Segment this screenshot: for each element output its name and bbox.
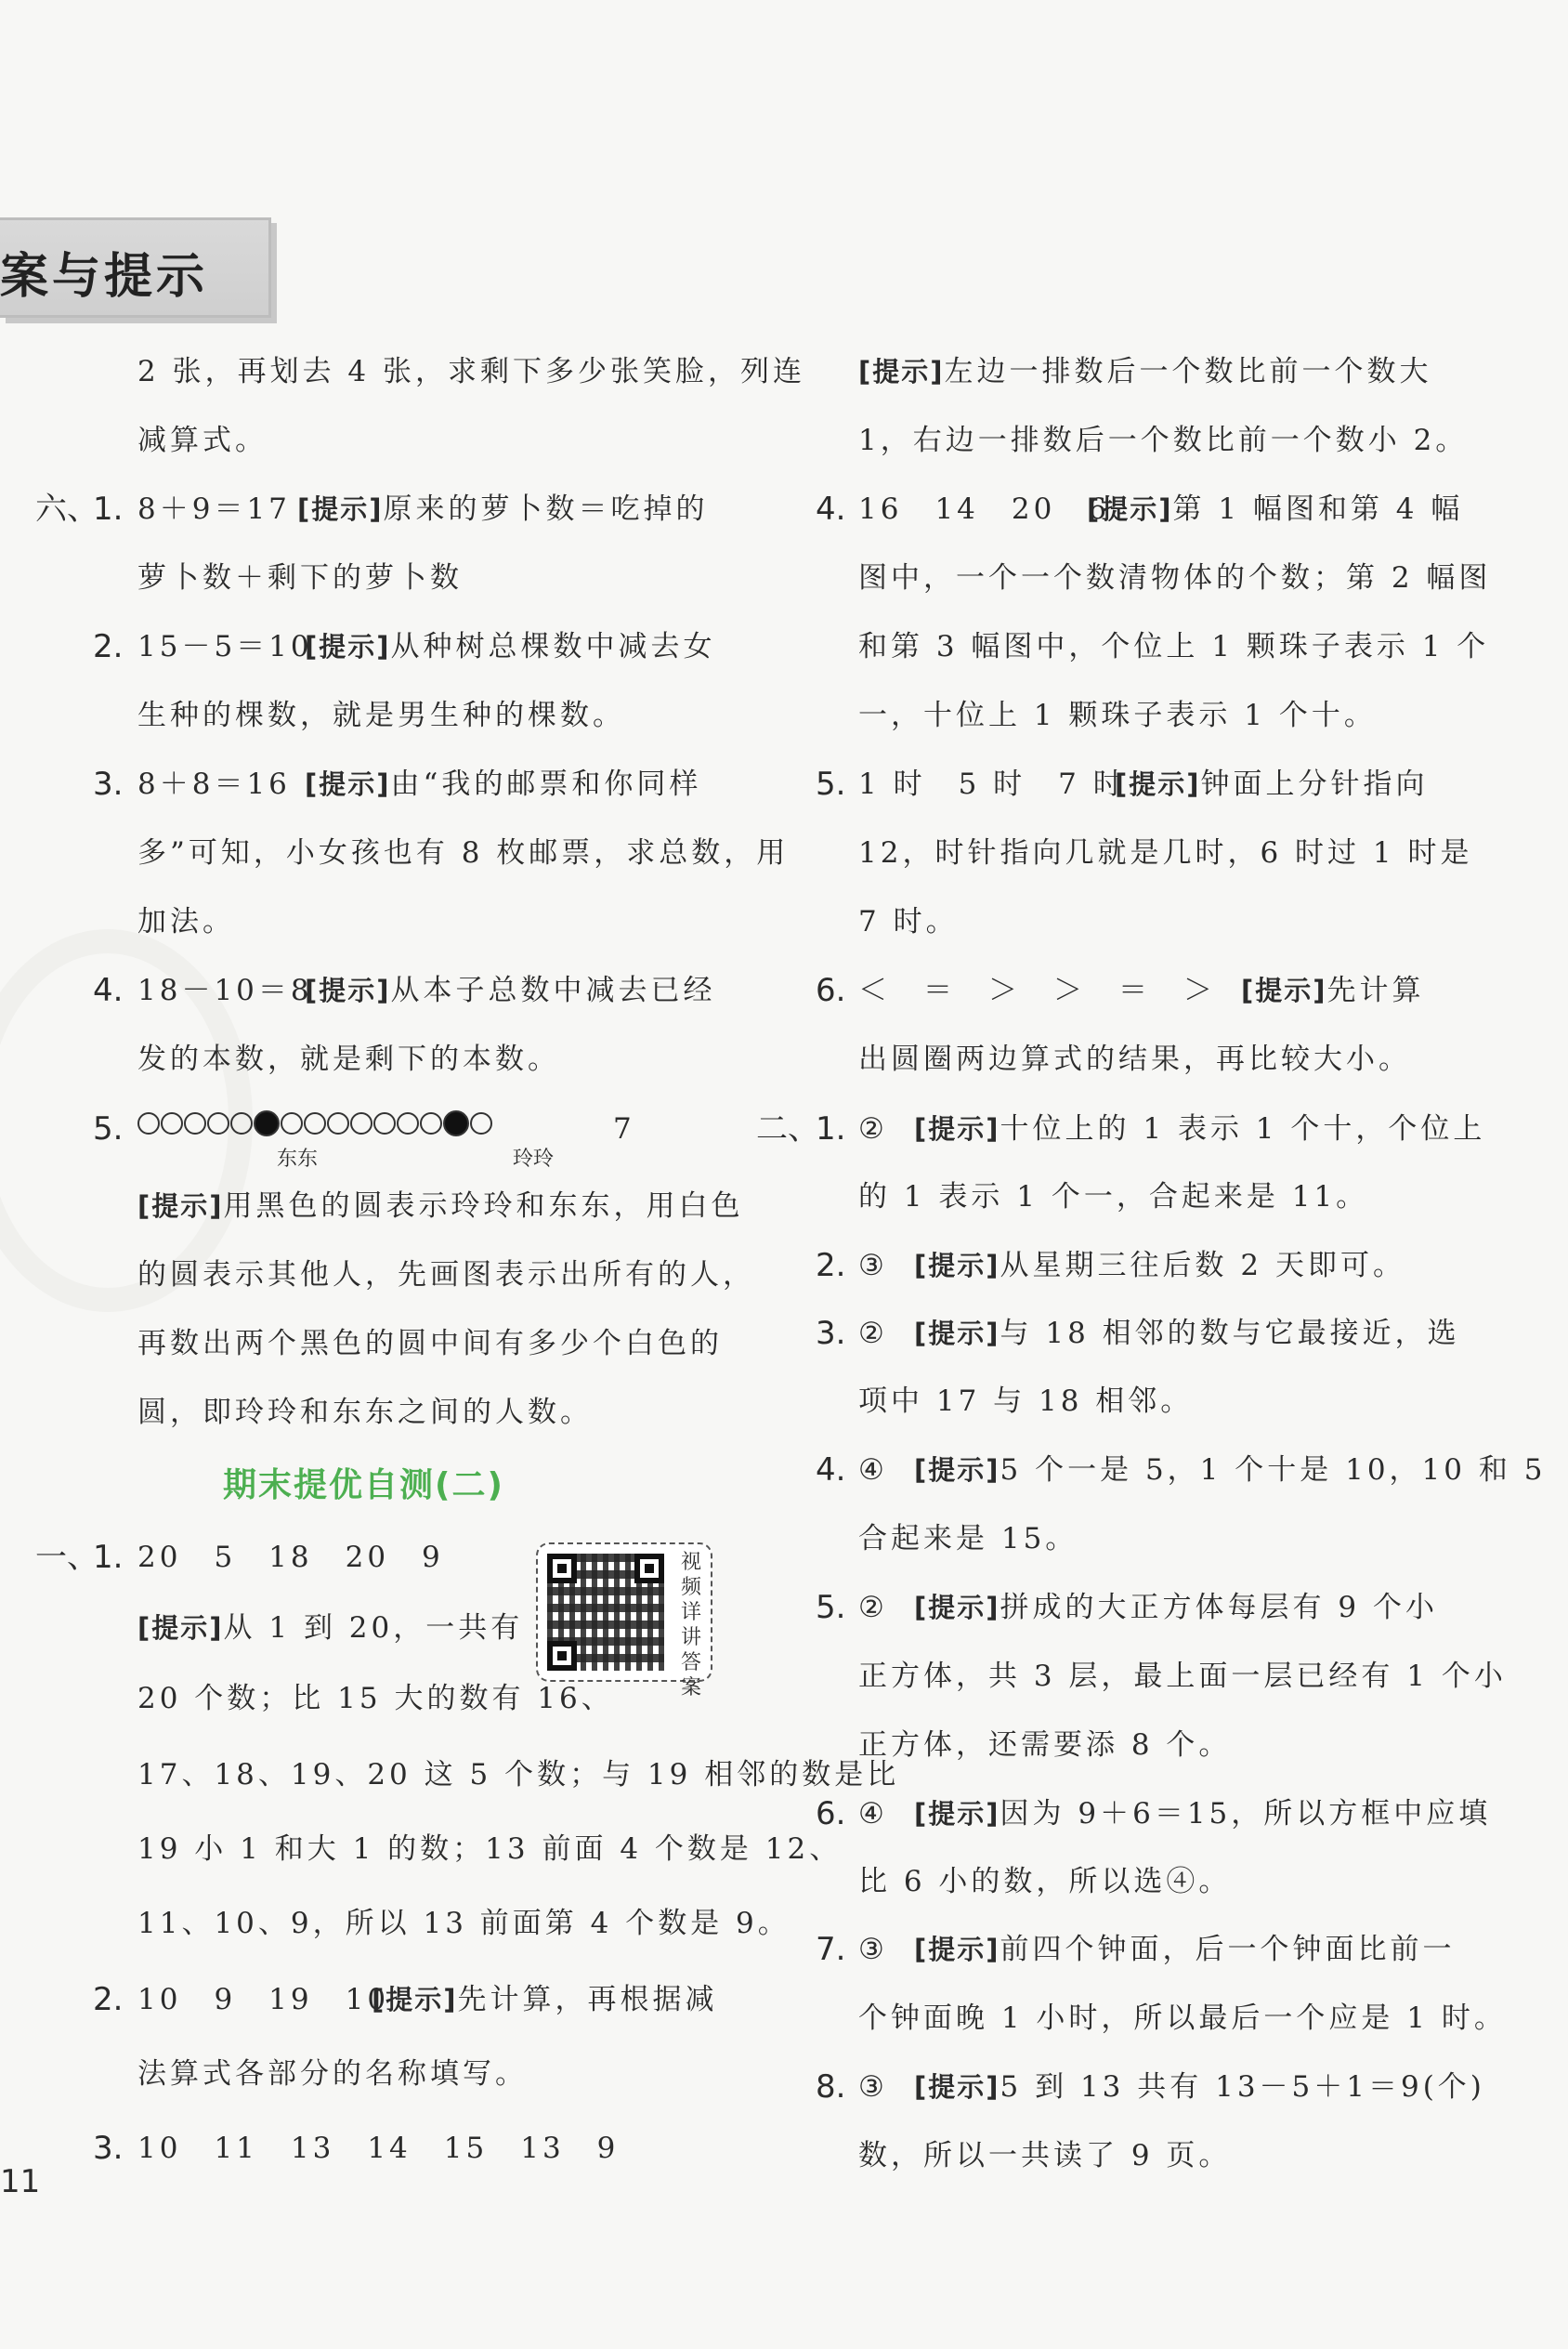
text-line: 圆，即玲玲和东东之间的人数。	[137, 1396, 593, 1429]
tip-label: [提示]	[305, 975, 391, 1006]
text-line: 比 6 小的数，所以选④。	[858, 1865, 1232, 1898]
answer-text: 15－5＝10	[137, 630, 313, 663]
answer-text: 1 时 5 时 7 时	[858, 768, 1126, 801]
item-number: 5.	[93, 1110, 124, 1148]
answer-text: ④	[858, 1797, 888, 1831]
qr-finder-icon	[547, 1554, 577, 1583]
tip-label: [提示]	[914, 1592, 1000, 1623]
answer-text: ②	[858, 1112, 888, 1146]
text-line: 法算式各部分的名称填写。	[137, 2057, 528, 2091]
section-label: 六、	[35, 491, 98, 528]
tip-text: 左边一排数后一个数比前一个数大	[944, 355, 1432, 388]
section-header-tab	[0, 217, 271, 318]
item-number: 4.	[816, 491, 846, 528]
item-number: 5.	[816, 1589, 846, 1626]
text-line: 发的本数，就是剩下的本数。	[137, 1043, 560, 1076]
tip-label: [提示]	[914, 1250, 1000, 1281]
tip-label: [提示]	[297, 493, 384, 525]
answer-text: 20 5 18 20 9	[137, 1541, 444, 1574]
section-label: 一、	[35, 1539, 98, 1576]
tip-label: [提示]	[1241, 975, 1327, 1006]
item-number: 7.	[816, 1931, 846, 1968]
tip-text: 由“我的邮票和你同样	[390, 768, 702, 801]
text-line: 加法。	[137, 905, 235, 938]
item-number: 6.	[816, 972, 846, 1009]
section-title: 期末提优自测(二)	[223, 1466, 504, 1504]
text-line: 12，时针指向几就是几时，6 时过 1 时是	[858, 836, 1473, 870]
text-line: 的 1 表示 1 个一，合起来是 11。	[858, 1180, 1369, 1214]
answer-text: 18－10＝8	[137, 974, 313, 1007]
white-circle	[137, 1112, 160, 1135]
tip-label: [提示]	[914, 1454, 1000, 1486]
tip-text: 用黑色的圆表示玲玲和东东，用白色	[223, 1189, 744, 1223]
item-number: 3.	[816, 1315, 846, 1352]
item-number: 3.	[93, 2130, 124, 2167]
tip-text: 从种树总棵数中减去女	[390, 630, 716, 663]
qr-code-box[interactable]	[536, 1542, 712, 1699]
tip-label: [提示]	[914, 1934, 1000, 1965]
text-line: 17、18、19、20 这 5 个数；与 19 相邻的数是比	[137, 1758, 900, 1791]
tip-text: 因为 9＋6＝15，所以方框中应填	[1000, 1797, 1492, 1831]
tip-label: [提示]	[305, 631, 391, 663]
text-line: 减算式。	[137, 424, 268, 457]
circle-label-dongdong: 东东	[277, 1148, 319, 1171]
text-line: 2 张，再划去 4 张，求剩下多少张笑脸，列连	[137, 355, 806, 388]
tip-label: [提示]	[914, 1113, 1000, 1145]
tip-label: [提示]	[1087, 493, 1173, 525]
answer-text: ③	[858, 2070, 888, 2104]
answer-text: 8＋9＝17	[137, 492, 291, 526]
text-line: 正方体，还需要添 8 个。	[858, 1728, 1232, 1762]
tip-text: 5 个一是 5，1 个十是 10，10 和 5	[1000, 1453, 1547, 1487]
answer-text: ②	[858, 1317, 888, 1350]
tip-text: 从 1 到 20，一共有	[223, 1611, 524, 1645]
answer-text: ②	[858, 1591, 888, 1624]
item-number: 6.	[816, 1795, 846, 1832]
tip-text: 拼成的大正方体每层有 9 个小	[1000, 1591, 1438, 1624]
tip-label: [提示]	[305, 768, 391, 800]
text-line: 一，十位上 1 颗珠子表示 1 个十。	[858, 699, 1377, 732]
text-line: 正方体，共 3 层，最上面一层已经有 1 个小	[858, 1660, 1507, 1693]
text-line: 和第 3 幅图中，个位上 1 颗珠子表示 1 个	[858, 630, 1490, 663]
tip-text: 5 到 13 共有 13－5＋1＝9(个)	[1000, 2070, 1485, 2104]
text-line: 图中，一个一个数清物体的个数；第 2 幅图	[858, 561, 1492, 595]
tip-text: 十位上的 1 表示 1 个十，个位上	[1000, 1112, 1486, 1146]
tip-text: 前四个钟面，后一个钟面比前一	[1000, 1933, 1456, 1966]
white-circle	[470, 1112, 492, 1135]
white-circle	[281, 1112, 303, 1135]
white-circle	[230, 1112, 253, 1135]
white-circle	[420, 1112, 442, 1135]
section-label: 二、	[756, 1110, 819, 1148]
page-title: 案与提示	[0, 249, 209, 305]
tip-label: [提示]	[137, 1190, 224, 1222]
item-number: 1.	[93, 1539, 124, 1576]
tip-label: [提示]	[1115, 768, 1201, 800]
qr-finder-icon	[547, 1641, 577, 1671]
text-line: 个钟面晚 1 小时，所以最后一个应是 1 时。	[858, 2001, 1507, 2035]
answer-text: 10 9 19 10	[137, 1983, 390, 2016]
text-line: 19 小 1 和大 1 的数；13 前面 4 个数是 12、	[137, 1832, 843, 1866]
answer-text: ＜ ＝ ＞ ＞ ＝ ＞	[858, 974, 1216, 1007]
tip-label: [提示]	[914, 1318, 1000, 1349]
tip-label: [提示]	[372, 1984, 458, 2015]
text-line: 生种的棵数，就是男生种的棵数。	[137, 699, 625, 732]
white-circle	[327, 1112, 349, 1135]
tip-text: 与 18 相邻的数与它最接近，选	[1000, 1317, 1460, 1350]
white-circle	[304, 1112, 326, 1135]
text-line: 出圆圈两边算式的结果，再比较大小。	[858, 1043, 1411, 1076]
text-line: 7 时。	[858, 905, 959, 938]
tip-text: 钟面上分针指向	[1200, 768, 1429, 801]
tip-label: [提示]	[137, 1612, 224, 1644]
tip-text: 从星期三往后数 2 天即可。	[1000, 1249, 1405, 1282]
item-number: 3.	[93, 766, 124, 803]
answer-text: ③	[858, 1249, 888, 1282]
item-number: 8.	[816, 2068, 846, 2106]
text-line: 萝卜数＋剩下的萝卜数	[137, 561, 463, 595]
text-line: 20 个数；比 15 大的数有 16、	[137, 1682, 614, 1715]
text-line: 11、10、9，所以 13 前面第 4 个数是 9。	[137, 1907, 791, 1940]
tip-text: 原来的萝卜数＝吃掉的	[383, 492, 709, 526]
circle-label-lingling: 玲玲	[513, 1148, 555, 1171]
item-number: 2.	[816, 1247, 846, 1284]
item-number: 1.	[93, 491, 124, 528]
qr-finder-icon	[634, 1554, 664, 1583]
tip-text: 第 1 幅图和第 4 幅	[1172, 492, 1464, 526]
answer-text: 8＋8＝16	[137, 768, 291, 801]
tip-text: 先计算	[1326, 974, 1425, 1007]
tip-label: [提示]	[914, 1798, 1000, 1830]
answer-text: ④	[858, 1453, 888, 1487]
item-number: 4.	[93, 972, 124, 1009]
text-line: 的圆表示其他人，先画图表示出所有的人，	[137, 1258, 755, 1292]
text-line: 1，右边一排数后一个数比前一个数小 2。	[858, 424, 1469, 457]
answer-text: 7	[613, 1112, 635, 1146]
white-circle	[161, 1112, 183, 1135]
qr-caption: 视频详讲答案	[680, 1551, 701, 1699]
circle-diagram	[137, 1110, 493, 1136]
white-circle	[373, 1112, 396, 1135]
text-line: 多”可知，小女孩也有 8 枚邮票，求总数，用	[137, 836, 790, 870]
answer-text: 10 11 13 14 15 13 9	[137, 2132, 620, 2165]
tip-label: [提示]	[858, 356, 945, 387]
white-circle	[350, 1112, 372, 1135]
item-number: 2.	[93, 1981, 124, 2018]
text-line: 数，所以一共读了 9 页。	[858, 2139, 1232, 2172]
item-number: 5.	[816, 766, 846, 803]
white-circle	[184, 1112, 206, 1135]
text-line: 再数出两个黑色的圆中间有多少个白色的	[137, 1327, 723, 1360]
white-circle	[397, 1112, 419, 1135]
item-number: 1.	[816, 1110, 846, 1148]
answer-text: ③	[858, 1933, 888, 1966]
tip-label: [提示]	[914, 2071, 1000, 2103]
item-number: 4.	[816, 1451, 846, 1489]
tip-text: 从本子总数中减去已经	[390, 974, 716, 1007]
white-circle	[207, 1112, 229, 1135]
tip-text: 先计算，再根据减	[457, 1983, 718, 2016]
answer-text: 16 14 20 6	[858, 492, 1111, 526]
item-number: 2.	[93, 628, 124, 665]
text-line: 项中 17 与 18 相邻。	[858, 1384, 1194, 1418]
black-circle	[443, 1110, 469, 1136]
black-circle	[254, 1110, 280, 1136]
page-number: 11	[0, 2163, 41, 2200]
text-line: 合起来是 15。	[858, 1522, 1078, 1555]
